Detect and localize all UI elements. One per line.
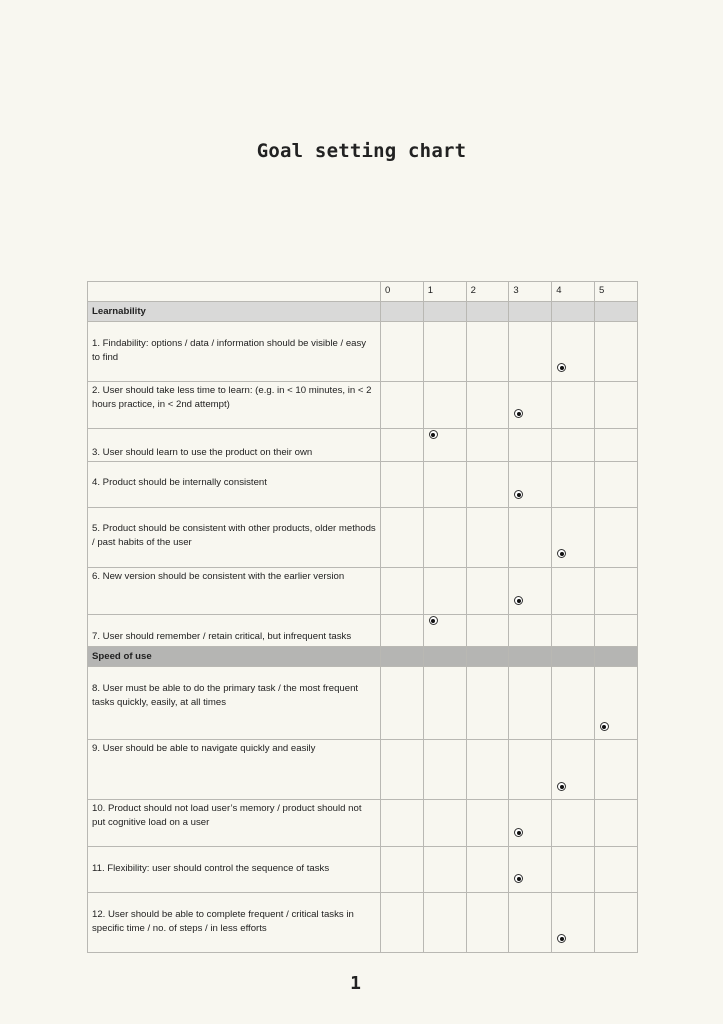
- section-title: Speed of use: [88, 647, 381, 667]
- section-shade-cell: [423, 647, 466, 667]
- section-shade-cell: [509, 302, 552, 322]
- score-cell-2[interactable]: [466, 667, 509, 740]
- goal-text: 8. User must be able to do the primary task / the most frequent tasks quickly, easily, at all times: [92, 683, 359, 708]
- score-cell-2[interactable]: [466, 800, 509, 847]
- score-cell-5[interactable]: [594, 740, 637, 800]
- section-shade-cell: [552, 647, 595, 667]
- score-cell-2[interactable]: [466, 615, 509, 647]
- score-cell-0[interactable]: [381, 740, 424, 800]
- goal-text: 12. User should be able to complete frequent / critical tasks in specific time / no. of steps / in less efforts: [92, 909, 354, 934]
- goal-text: 9. User should be able to navigate quickly and easily: [92, 743, 316, 754]
- goal-row: [88, 740, 638, 800]
- score-cell-3[interactable]: [509, 429, 552, 462]
- score-cell-4[interactable]: [552, 568, 595, 615]
- scale-label-0: 0: [381, 282, 424, 302]
- selected-score-radio-icon[interactable]: [557, 782, 566, 791]
- goal-text: 2. User should take less time to learn: (e.g. in < 10 minutes, in < 2 hours practice, in < 2nd attempt): [92, 385, 372, 410]
- goal-setting-table: [87, 281, 638, 953]
- score-cell-4[interactable]: [552, 893, 595, 953]
- section-shade-cell: [509, 647, 552, 667]
- score-cell-4[interactable]: [552, 508, 595, 568]
- score-cell-3[interactable]: [509, 462, 552, 508]
- score-cell-2[interactable]: [466, 429, 509, 462]
- section-title: Learnability: [88, 302, 381, 322]
- score-cell-1[interactable]: [423, 893, 466, 953]
- goal-text: 11. Flexibility: user should control the sequence of tasks: [92, 863, 330, 874]
- score-cell-5[interactable]: [594, 800, 637, 847]
- score-cell-3[interactable]: [509, 508, 552, 568]
- score-cell-4[interactable]: [552, 615, 595, 647]
- goal-text: 1. Findability: options / data / information should be visible / easy to find: [92, 338, 367, 363]
- scale-header-row: [88, 282, 638, 302]
- score-cell-0[interactable]: [381, 615, 424, 647]
- score-cell-5[interactable]: [594, 382, 637, 429]
- score-cell-3[interactable]: [509, 740, 552, 800]
- score-cell-2[interactable]: [466, 740, 509, 800]
- header-blank-cell: [88, 282, 381, 302]
- goal-label-cell: [88, 893, 381, 953]
- score-cell-5[interactable]: [594, 429, 637, 462]
- scale-label-2: 2: [466, 282, 509, 302]
- score-cell-1[interactable]: [423, 462, 466, 508]
- score-cell-1[interactable]: [423, 508, 466, 568]
- score-cell-3[interactable]: [509, 847, 552, 893]
- goal-text: 10. Product should not load user’s memory / product should not put cognitive load on a user: [92, 803, 362, 828]
- goal-row: [88, 847, 638, 893]
- score-cell-0[interactable]: [381, 847, 424, 893]
- score-cell-3[interactable]: [509, 800, 552, 847]
- score-cell-0[interactable]: [381, 508, 424, 568]
- selected-score-radio-icon[interactable]: [600, 722, 609, 731]
- goal-label-cell: [88, 322, 381, 382]
- score-cell-5[interactable]: [594, 322, 637, 382]
- score-cell-4[interactable]: [552, 740, 595, 800]
- section-shade-cell: [552, 302, 595, 322]
- score-cell-0[interactable]: [381, 568, 424, 615]
- section-row: [88, 302, 638, 322]
- goal-row: [88, 462, 638, 508]
- score-cell-1[interactable]: [423, 800, 466, 847]
- score-cell-0[interactable]: [381, 462, 424, 508]
- score-cell-2[interactable]: [466, 893, 509, 953]
- goal-label-cell: [88, 462, 381, 508]
- score-cell-0[interactable]: [381, 667, 424, 740]
- goal-row: [88, 667, 638, 740]
- score-cell-3[interactable]: [509, 568, 552, 615]
- goal-text: 5. Product should be consistent with other products, older methods / past habits of the user: [92, 523, 376, 548]
- goal-text: 6. New version should be consistent with the earlier version: [92, 571, 345, 582]
- selected-score-radio-icon[interactable]: [514, 874, 523, 883]
- score-cell-4[interactable]: [552, 462, 595, 508]
- score-cell-1[interactable]: [423, 568, 466, 615]
- score-cell-1[interactable]: [423, 667, 466, 740]
- score-cell-5[interactable]: [594, 508, 637, 568]
- score-cell-1[interactable]: [423, 322, 466, 382]
- score-cell-4[interactable]: [552, 382, 595, 429]
- score-cell-1[interactable]: [423, 847, 466, 893]
- score-cell-4[interactable]: [552, 667, 595, 740]
- selected-score-radio-icon[interactable]: [514, 596, 523, 605]
- section-shade-cell: [423, 302, 466, 322]
- goal-row: [88, 508, 638, 568]
- score-cell-5[interactable]: [594, 847, 637, 893]
- score-cell-5[interactable]: [594, 462, 637, 508]
- page-number: 1: [350, 973, 361, 994]
- score-cell-0[interactable]: [381, 382, 424, 429]
- score-cell-5[interactable]: [594, 615, 637, 647]
- goal-row: [88, 382, 638, 429]
- selected-score-radio-icon[interactable]: [514, 409, 523, 418]
- score-cell-0[interactable]: [381, 893, 424, 953]
- score-cell-5[interactable]: [594, 667, 637, 740]
- goal-label-cell: [88, 568, 381, 615]
- score-cell-4[interactable]: [552, 847, 595, 893]
- score-cell-4[interactable]: [552, 429, 595, 462]
- selected-score-radio-icon[interactable]: [557, 363, 566, 372]
- scale-label-1: 1: [423, 282, 466, 302]
- score-cell-3[interactable]: [509, 615, 552, 647]
- goal-row: [88, 322, 638, 382]
- scale-label-4: 4: [552, 282, 595, 302]
- goal-text: 4. Product should be internally consistent: [92, 477, 267, 488]
- goal-row: [88, 615, 638, 647]
- goal-label-cell: [88, 382, 381, 429]
- score-cell-2[interactable]: [466, 322, 509, 382]
- scale-label-3: 3: [509, 282, 552, 302]
- section-shade-cell: [381, 647, 424, 667]
- section-shade-cell: [594, 647, 637, 667]
- goal-row: [88, 893, 638, 953]
- selected-score-radio-icon[interactable]: [429, 616, 438, 625]
- goal-label-cell: [88, 667, 381, 740]
- score-cell-4[interactable]: [552, 800, 595, 847]
- section-shade-cell: [594, 302, 637, 322]
- score-cell-2[interactable]: [466, 462, 509, 508]
- selected-score-radio-icon[interactable]: [514, 490, 523, 499]
- goal-text: 3. User should learn to use the product on their own: [92, 447, 313, 458]
- score-cell-2[interactable]: [466, 847, 509, 893]
- goal-label-cell: [88, 429, 381, 462]
- section-shade-cell: [466, 647, 509, 667]
- score-cell-3[interactable]: [509, 667, 552, 740]
- score-cell-1[interactable]: [423, 429, 466, 462]
- score-cell-5[interactable]: [594, 568, 637, 615]
- score-cell-2[interactable]: [466, 508, 509, 568]
- score-cell-3[interactable]: [509, 322, 552, 382]
- score-cell-1[interactable]: [423, 740, 466, 800]
- scale-label-5: 5: [594, 282, 637, 302]
- section-shade-cell: [466, 302, 509, 322]
- score-cell-3[interactable]: [509, 893, 552, 953]
- goal-label-cell: [88, 740, 381, 800]
- score-cell-0[interactable]: [381, 322, 424, 382]
- section-shade-cell: [381, 302, 424, 322]
- score-cell-0[interactable]: [381, 800, 424, 847]
- goal-label-cell: [88, 847, 381, 893]
- score-cell-2[interactable]: [466, 382, 509, 429]
- selected-score-radio-icon[interactable]: [557, 934, 566, 943]
- score-cell-0[interactable]: [381, 429, 424, 462]
- score-cell-2[interactable]: [466, 568, 509, 615]
- goal-label-cell: [88, 508, 381, 568]
- score-cell-1[interactable]: [423, 615, 466, 647]
- score-cell-1[interactable]: [423, 382, 466, 429]
- goal-row: [88, 568, 638, 615]
- section-row: [88, 647, 638, 667]
- goal-label-cell: [88, 800, 381, 847]
- goal-row: [88, 429, 638, 462]
- selected-score-radio-icon[interactable]: [514, 828, 523, 837]
- page-title: Goal setting chart: [256, 140, 467, 162]
- goal-row: [88, 800, 638, 847]
- goal-label-cell: [88, 615, 381, 647]
- score-cell-3[interactable]: [509, 382, 552, 429]
- goal-text: 7. User should remember / retain critical, but infrequent tasks: [92, 631, 352, 642]
- selected-score-radio-icon[interactable]: [429, 430, 438, 439]
- selected-score-radio-icon[interactable]: [557, 549, 566, 558]
- score-cell-4[interactable]: [552, 322, 595, 382]
- score-cell-5[interactable]: [594, 893, 637, 953]
